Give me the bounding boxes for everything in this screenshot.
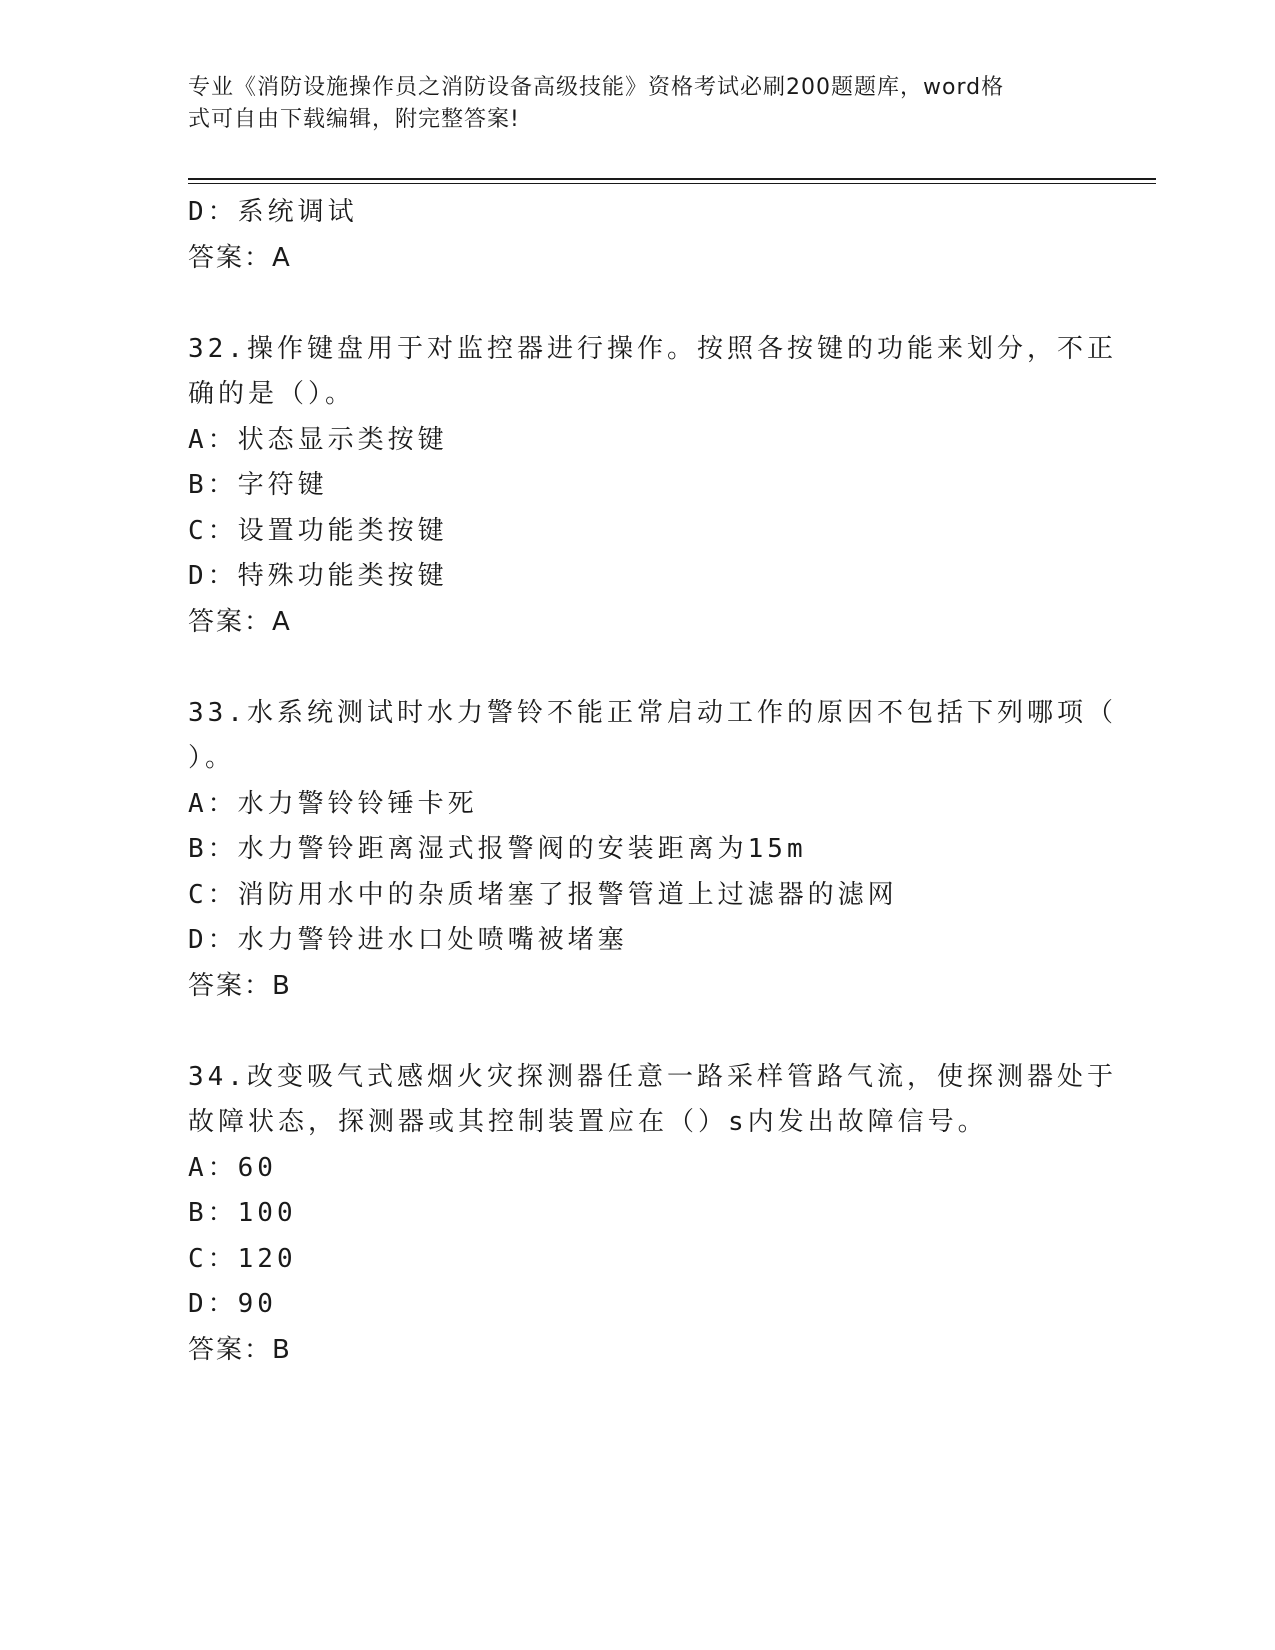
option-b: B：水力警铃距离湿式报警阀的安装距离为15m <box>188 834 807 864</box>
question-answer: 答案：B <box>188 1334 292 1365</box>
question-33 <box>188 691 1117 1010</box>
header-divider-thin <box>188 183 1156 184</box>
question-34 <box>188 1055 1117 1374</box>
question-stem-line: 34.改变吸气式感烟火灾探测器任意一路采样管路气流，使探测器处于 <box>188 1061 1117 1092</box>
question-stem-line: 32.操作键盘用于对监控器进行操作。按照各按键的功能来划分，不正 <box>188 333 1117 364</box>
option-a: A：60 <box>188 1152 277 1183</box>
option-c: C：消防用水中的杂质堵塞了报警管道上过滤器的滤网 <box>188 879 898 910</box>
spacer <box>188 1009 1088 1055</box>
question-stem-line: ）。 <box>188 743 236 773</box>
option-a: A：状态显示类按键 <box>188 424 448 455</box>
prev-question-answer: 答案：A <box>188 242 292 273</box>
prev-question-option-d: D：系统调试 <box>188 197 358 227</box>
header-line-2: 式可自由下载编辑，附完整答案! <box>188 107 520 132</box>
question-answer: 答案：A <box>188 606 292 637</box>
spacer <box>188 281 1088 327</box>
option-d: D：特殊功能类按键 <box>188 561 448 591</box>
option-a: A：水力警铃铃锤卡死 <box>188 788 478 819</box>
question-answer: 答案：B <box>188 970 292 1001</box>
document-body <box>188 190 1117 1373</box>
option-b: B：字符键 <box>188 470 328 500</box>
header-line-1: 专业《消防设施操作员之消防设备高级技能》资格考试必刷200题题库，word格 <box>188 75 1005 100</box>
document-header <box>188 72 1088 136</box>
question-stem-line: 确的是（）。 <box>188 379 356 409</box>
option-d: D：水力警铃进水口处喷嘴被堵塞 <box>188 925 628 955</box>
question-32 <box>188 327 1117 646</box>
question-stem-line: 33.水系统测试时水力警铃不能正常启动工作的原因不包括下列哪项（ <box>188 697 1117 728</box>
spacer <box>188 645 1088 691</box>
option-b: B：100 <box>188 1198 297 1228</box>
question-stem-line: 故障状态，探测器或其控制装置应在（）s内发出故障信号。 <box>188 1107 988 1137</box>
header-divider-thick <box>188 178 1156 180</box>
option-d: D：90 <box>188 1289 277 1319</box>
option-c: C：设置功能类按键 <box>188 515 448 546</box>
option-c: C：120 <box>188 1243 297 1274</box>
